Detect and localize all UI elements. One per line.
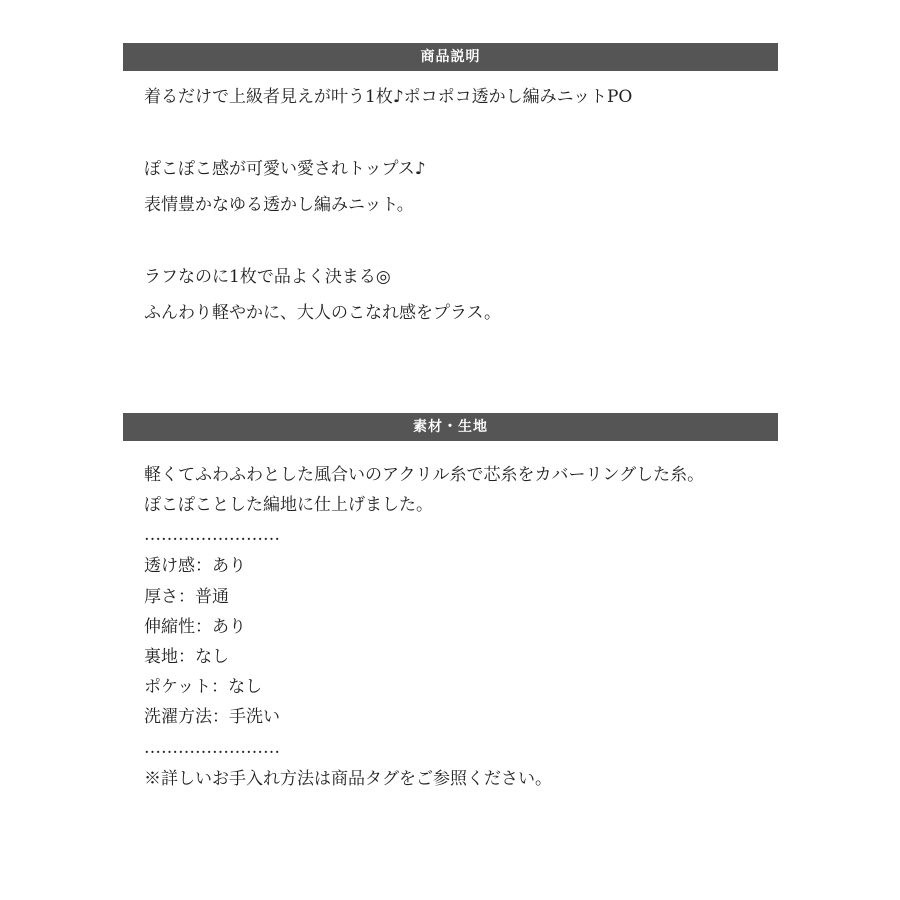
description-line-5: ふんわり軽やかに、大人のこなれ感をプラス。 [144, 303, 501, 323]
description-line-1: 着るだけで上級者見えが叶う1枚♪ポコポコ透かし編みニットPO [144, 87, 633, 107]
material-header: 素材・生地 [123, 413, 778, 441]
description-line-3: 表情豊かなゆる透かし編みニット。 [144, 195, 414, 215]
dotted-separator-2: …………………… [144, 738, 280, 758]
spec-lining: 裏地：なし [144, 647, 229, 667]
spec-transparency: 透け感：あり [144, 556, 246, 576]
description-header: 商品説明 [123, 43, 778, 71]
material-line-1: 軽くてふわふわとした風合いのアクリル糸で芯糸をカバーリングした糸。 [144, 465, 705, 485]
description-line-4: ラフなのに1枚で品よく決まる◎ [144, 267, 391, 287]
dotted-separator-1: …………………… [144, 525, 280, 545]
spec-pocket: ポケット：なし [144, 677, 263, 697]
spec-thickness: 厚さ：普通 [144, 587, 229, 607]
material-line-2: ぽこぽことした編地に仕上げました。 [144, 495, 433, 515]
care-note: ※詳しいお手入れ方法は商品タグをご参照ください。 [144, 769, 552, 789]
spec-washing: 洗濯方法：手洗い [144, 707, 280, 727]
spec-stretch: 伸縮性：あり [144, 617, 246, 637]
description-line-2: ぽこぽこ感が可愛い愛されトップス♪ [144, 159, 426, 179]
